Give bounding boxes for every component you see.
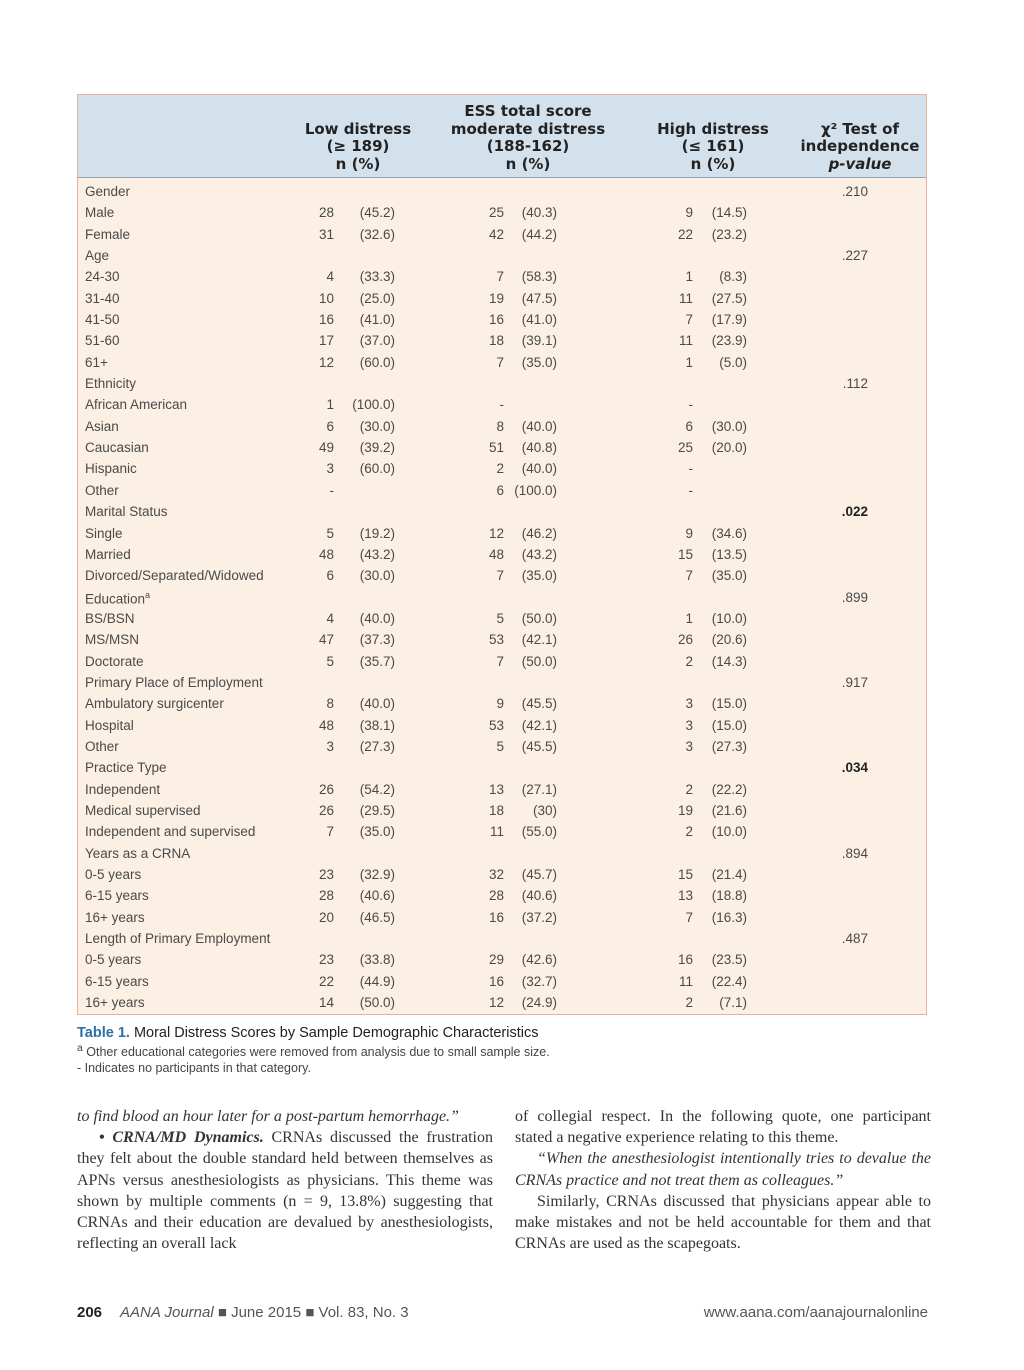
cell-low-n: 6 — [326, 418, 334, 434]
row-label: Independent and supervised — [85, 824, 256, 840]
table-row — [78, 864, 926, 885]
table-row — [78, 971, 926, 992]
paragraph: • CRNA/MD Dynamics. CRNAs discussed the frustration they felt about the double standard held between themselves as APNs versus anesthesiologists as physicians. This theme was shown by multiple comments (n = 9, 13.8%) suggesting that CRNAs and their education are devalued by anesthesiologists, reflecting an overall lack — [77, 1129, 494, 1253]
cell-moderate-n: 2 — [496, 461, 504, 477]
table-row — [78, 544, 926, 565]
row-label: 0-5 years — [85, 867, 142, 882]
cell-high-pct: (15.0) — [711, 717, 747, 733]
cell-high-n: 13 — [677, 888, 693, 904]
cell-high-pct: (16.3) — [711, 909, 747, 925]
cell-low-pct: (60.0) — [359, 461, 395, 477]
table-row — [78, 928, 926, 949]
cell-moderate-pct: (41.0) — [521, 312, 557, 328]
cell-p-value: .034 — [841, 760, 868, 776]
cell-high-pct: (27.5) — [711, 290, 747, 306]
cell-high-pct: (15.0) — [711, 696, 747, 712]
table-row — [78, 224, 926, 245]
row-label: 31-40 — [85, 290, 120, 306]
row-label: Divorced/Separated/Widowed — [85, 568, 264, 584]
cell-low-n: 20 — [318, 909, 334, 925]
body-column-left — [77, 1106, 493, 1254]
cell-high-n: 11 — [678, 333, 693, 349]
cell-high-n: 22 — [677, 226, 693, 242]
cell-moderate-n: 16 — [488, 909, 504, 925]
cell-moderate-pct: (45.5) — [521, 738, 557, 754]
footnote-marker: a — [145, 589, 151, 600]
table-row — [78, 330, 926, 351]
cell-low-n: 47 — [318, 632, 334, 648]
cell-low-n: 3 — [326, 738, 334, 754]
cell-moderate-n: 8 — [496, 418, 504, 434]
cell-low-pct: (37.0) — [359, 333, 395, 349]
cell-moderate-n: 42 — [488, 226, 504, 242]
table-row — [78, 672, 926, 693]
cell-moderate-n: 5 — [496, 738, 504, 754]
cell-low-pct: (33.8) — [359, 952, 395, 968]
cell-low-pct: (100.0) — [352, 397, 395, 413]
cell-low-n: 5 — [326, 653, 334, 669]
cell-low-pct: (30.0) — [359, 568, 395, 584]
cell-low-pct: (50.0) — [359, 995, 395, 1011]
row-label: MS/MSN — [85, 632, 139, 648]
cell-moderate-n: 19 — [488, 290, 504, 306]
cell-low-pct: (40.6) — [359, 888, 395, 904]
table-row — [78, 245, 926, 266]
cell-low-pct: (35.0) — [359, 824, 395, 840]
cell-low-n: 16 — [318, 312, 334, 328]
cell-low-pct: (46.5) — [359, 909, 395, 925]
caption-note-dash: - Indicates no participants in that category. — [77, 1061, 311, 1076]
cell-low-n: 23 — [318, 952, 334, 968]
cell-moderate-pct: (100.0) — [514, 482, 557, 498]
row-label: 16+ years — [85, 995, 145, 1011]
cell-p-value: .210 — [841, 184, 868, 199]
issue-info: ■ June 2015 ■ Vol. 83, No. 3 — [213, 1304, 409, 1321]
cell-high-n: 15 — [677, 546, 693, 562]
cell-high-n: 2 — [685, 995, 693, 1011]
table-row — [78, 458, 926, 479]
row-label: 24-30 — [85, 269, 120, 285]
cell-high-pct: (30.0) — [711, 418, 747, 434]
cell-moderate-pct: (40.3) — [521, 205, 557, 221]
page-footer — [77, 1304, 928, 1321]
cell-low-pct: (44.9) — [359, 973, 395, 989]
cell-high-n: 7 — [685, 312, 693, 328]
cell-p-value: .227 — [841, 248, 868, 264]
cell-high-n: 7 — [685, 568, 693, 584]
row-label: Ambulatory surgicenter — [85, 696, 224, 712]
cell-moderate-n: 6 — [496, 482, 504, 498]
row-label: BS/BSN — [85, 610, 135, 626]
cell-high-pct: (8.3) — [719, 269, 747, 285]
row-label: Practice Type — [85, 760, 167, 776]
cell-moderate-n: 9 — [496, 696, 504, 712]
table-row — [78, 992, 926, 1013]
cell-moderate-pct: (43.2) — [521, 546, 557, 562]
journal-url[interactable]: www.aana.com/aanajournalonline — [703, 1304, 928, 1321]
cell-moderate-n: 16 — [488, 973, 504, 989]
cell-moderate-pct: (50.0) — [521, 653, 557, 669]
cell-moderate-pct: (44.2) — [521, 226, 557, 242]
cell-low-n: 28 — [318, 205, 334, 221]
cell-moderate-n: 32 — [488, 867, 504, 882]
cell-low-pct: (32.9) — [359, 867, 395, 882]
cell-low-pct: (37.3) — [359, 632, 395, 648]
cell-moderate-n: 7 — [496, 568, 504, 584]
cell-moderate-n: 51 — [488, 440, 504, 456]
cell-high-n: 11 — [678, 290, 693, 306]
cell-high-n: 15 — [677, 867, 693, 882]
cell-low-pct: (19.2) — [359, 525, 395, 541]
cell-moderate-pct: (58.3) — [521, 269, 557, 285]
cell-high-pct: (23.5) — [711, 952, 747, 968]
cell-low-n: 17 — [318, 333, 334, 349]
cell-moderate-pct: (42.1) — [521, 717, 557, 733]
cell-low-n: 22 — [318, 973, 334, 989]
cell-moderate-n: 13 — [488, 781, 504, 797]
cell-moderate-pct: (42.1) — [521, 632, 557, 648]
cell-high-pct: (10.0) — [711, 824, 747, 840]
cell-high-n: 3 — [685, 717, 693, 733]
cell-p-value: .894 — [841, 845, 868, 861]
cell-high-pct: (14.5) — [711, 205, 747, 221]
table-caption — [77, 1025, 937, 1075]
table-row — [78, 394, 926, 415]
cell-moderate-pct: (24.9) — [521, 995, 557, 1011]
cell-high-n: - — [688, 397, 693, 413]
caption-title: Table 1. Moral Distress Scores by Sample Demographic Characteristics — [77, 1025, 539, 1041]
journal-name: AANA Journal — [120, 1304, 214, 1321]
cell-moderate-pct: (40.6) — [521, 888, 557, 904]
cell-moderate-pct: (35.0) — [521, 354, 557, 370]
table-row — [78, 480, 926, 501]
cell-moderate-n: 12 — [488, 525, 504, 541]
table-row — [78, 437, 926, 458]
row-label: Caucasian — [85, 440, 149, 456]
cell-moderate-pct: (46.2) — [521, 525, 557, 541]
table-row — [78, 587, 926, 608]
table-row — [78, 757, 926, 778]
cell-moderate-pct: (40.0) — [521, 461, 557, 477]
cell-high-n: 9 — [685, 525, 693, 541]
row-label: Asian — [85, 418, 119, 434]
cell-moderate-n: 7 — [496, 653, 504, 669]
cell-high-n: 2 — [685, 781, 693, 797]
table-row — [78, 907, 926, 928]
cell-high-n: 9 — [685, 205, 693, 221]
table-row — [78, 629, 926, 650]
cell-low-pct: (25.0) — [359, 290, 395, 306]
table-row — [78, 565, 926, 586]
row-label: African American — [85, 397, 188, 413]
row-label: Primary Place of Employment — [85, 674, 263, 690]
cell-low-pct: (43.2) — [359, 546, 395, 562]
row-label: Medical supervised — [85, 802, 201, 818]
cell-high-n: 11 — [678, 973, 693, 989]
cell-low-n: 48 — [318, 717, 334, 733]
table-row — [78, 501, 926, 522]
row-label: Single — [85, 525, 123, 541]
cell-high-n: 2 — [685, 824, 693, 840]
table-row — [78, 779, 926, 800]
table-row — [78, 715, 926, 736]
row-label: Independent — [85, 781, 161, 797]
cell-high-n: 2 — [685, 653, 693, 669]
cell-low-n: 7 — [326, 824, 334, 840]
cell-p-value: .112 — [842, 376, 868, 392]
cell-moderate-n: 11 — [489, 824, 504, 840]
cell-high-n: 19 — [677, 802, 693, 818]
cell-moderate-n: 28 — [488, 888, 504, 904]
cell-high-n: 26 — [677, 632, 693, 648]
cell-low-n: 3 — [326, 461, 334, 477]
cell-high-pct: (18.8) — [711, 888, 747, 904]
row-label: 16+ years — [85, 909, 145, 925]
header-low-distress: Low distress (≥ 189) n (%) — [304, 119, 412, 173]
cell-high-n: 25 — [677, 440, 693, 456]
row-label: Gender — [85, 184, 131, 199]
cell-moderate-pct: (40.0) — [521, 418, 557, 434]
cell-moderate-n: 53 — [488, 717, 504, 733]
table-row — [78, 821, 926, 842]
cell-moderate-pct: (39.1) — [521, 333, 557, 349]
cell-low-n: 31 — [318, 226, 334, 242]
table-row — [78, 352, 926, 373]
cell-moderate-pct: (42.6) — [521, 952, 557, 968]
table-row — [78, 288, 926, 309]
cell-moderate-pct: (40.8) — [521, 440, 557, 456]
cell-high-n: - — [688, 482, 693, 498]
cell-moderate-n: 18 — [488, 333, 504, 349]
cell-high-pct: (5.0) — [719, 354, 747, 370]
cell-low-pct: (29.5) — [359, 802, 395, 818]
cell-low-n: 10 — [318, 290, 334, 306]
cell-low-n: 14 — [318, 995, 334, 1011]
cell-low-pct: (40.0) — [359, 696, 395, 712]
table-row — [78, 949, 926, 970]
cell-low-n: 26 — [318, 802, 334, 818]
cell-low-pct: (27.3) — [359, 738, 395, 754]
cell-low-n: 1 — [326, 397, 334, 413]
cell-moderate-pct: (50.0) — [521, 610, 557, 626]
page-number: 206 — [77, 1304, 103, 1321]
cell-low-n: 26 — [318, 781, 334, 797]
cell-p-value: .899 — [841, 589, 868, 605]
cell-high-n: - — [688, 461, 693, 477]
cell-low-n: - — [329, 482, 334, 498]
cell-low-pct: (32.6) — [359, 226, 395, 242]
table-row — [78, 608, 926, 629]
header-chi-square: χ² Test of independence p-value — [800, 119, 920, 173]
row-label: 0-5 years — [85, 952, 142, 968]
cell-moderate-pct: (30) — [532, 802, 557, 818]
cell-moderate-pct: (27.1) — [521, 781, 557, 797]
cell-moderate-n: 7 — [496, 354, 504, 370]
cell-moderate-pct: (35.0) — [521, 568, 557, 584]
header-moderate-distress: ESS total score moderate distress (188-162) n (%) — [450, 102, 606, 173]
row-label: Length of Primary Employment — [85, 931, 271, 947]
row-label: 41-50 — [85, 312, 120, 328]
row-label: 51-60 — [85, 333, 120, 349]
table-row — [78, 651, 926, 672]
table-body — [78, 181, 926, 1013]
cell-high-n: 1 — [685, 354, 693, 370]
cell-low-n: 48 — [318, 546, 334, 562]
cell-high-n: 1 — [685, 610, 693, 626]
paragraph: to find blood an hour later for a post-partum hemorrhage.” — [77, 1108, 459, 1125]
cell-moderate-n: 18 — [488, 802, 504, 818]
cell-low-n: 23 — [318, 867, 334, 882]
demographics-table — [77, 94, 927, 1015]
cell-high-pct: (14.3) — [711, 653, 747, 669]
cell-low-pct: (39.2) — [359, 440, 395, 456]
cell-low-n: 5 — [326, 525, 334, 541]
cell-moderate-n: 25 — [488, 205, 504, 221]
row-label: Marital Status — [85, 504, 168, 520]
table-row — [78, 885, 926, 906]
cell-high-n: 3 — [685, 738, 693, 754]
cell-moderate-n: 5 — [496, 610, 504, 626]
cell-high-pct: (23.2) — [711, 226, 747, 242]
cell-moderate-pct: (37.2) — [521, 909, 557, 925]
cell-high-pct: (34.6) — [711, 525, 747, 541]
row-label: Married — [85, 546, 131, 562]
cell-low-pct: (40.0) — [359, 610, 395, 626]
cell-low-n: 28 — [318, 888, 334, 904]
cell-moderate-n: 12 — [488, 995, 504, 1011]
row-label: 6-15 years — [85, 888, 149, 904]
row-label: 61+ — [85, 354, 108, 370]
table-row — [78, 373, 926, 394]
cell-moderate-n: 7 — [496, 269, 504, 285]
cell-low-n: 8 — [326, 696, 334, 712]
cell-low-n: 4 — [326, 610, 334, 626]
table-row — [78, 181, 926, 202]
row-label: Hospital — [85, 717, 134, 733]
cell-moderate-pct: (32.7) — [521, 973, 557, 989]
cell-high-pct: (27.3) — [711, 738, 747, 754]
cell-high-pct: (20.6) — [711, 632, 747, 648]
cell-moderate-n: 53 — [488, 632, 504, 648]
cell-high-pct: (35.0) — [711, 568, 747, 584]
row-label: Other — [85, 738, 119, 754]
table-row — [78, 202, 926, 223]
cell-high-n: 16 — [677, 952, 693, 968]
paragraph: Similarly, CRNAs discussed that physicians appear able to make mistakes and not be held accountable for them and that CRNAs are used as the scapegoats. — [515, 1192, 931, 1253]
cell-low-pct: (41.0) — [359, 312, 395, 328]
cell-high-pct: (22.4) — [711, 973, 747, 989]
cell-high-n: 3 — [685, 696, 693, 712]
cell-low-pct: (54.2) — [359, 781, 395, 797]
cell-low-pct: (30.0) — [359, 418, 395, 434]
table-row — [78, 266, 926, 287]
cell-moderate-pct: (47.5) — [521, 290, 557, 306]
cell-moderate-n: 48 — [488, 546, 504, 562]
quote: “When the anesthesiologist intentionally tries to devalue the CRNAs practice and not treat them as colleagues.” — [515, 1150, 931, 1189]
table-row — [78, 416, 926, 437]
row-label: Age — [85, 248, 110, 264]
row-label: Male — [85, 205, 115, 221]
cell-high-pct: (10.0) — [711, 610, 747, 626]
row-label: Other — [85, 482, 119, 498]
cell-p-value: .022 — [841, 504, 868, 520]
cell-moderate-n: 16 — [488, 312, 504, 328]
cell-high-pct: (22.2) — [711, 781, 747, 797]
row-label: Ethnicity — [85, 376, 137, 392]
cell-p-value: .917 — [841, 674, 868, 690]
row-label: Hispanic — [85, 461, 137, 477]
cell-moderate-n: - — [499, 397, 504, 413]
cell-low-n: 6 — [326, 568, 334, 584]
cell-low-pct: (60.0) — [359, 354, 395, 370]
table-row — [78, 523, 926, 544]
cell-moderate-pct: (45.5) — [521, 696, 557, 712]
table-header — [78, 95, 926, 178]
paragraph: of collegial respect. In the following quote, one participant stated a negative experience relating to this theme. — [515, 1108, 931, 1147]
cell-high-pct: (23.9) — [711, 333, 747, 349]
table-row — [78, 693, 926, 714]
cell-low-pct: (38.1) — [359, 717, 395, 733]
cell-high-pct: (17.9) — [711, 312, 747, 328]
body-column-right — [515, 1106, 931, 1254]
cell-high-n: 7 — [685, 909, 693, 925]
cell-low-pct: (35.7) — [359, 653, 395, 669]
cell-high-n: 6 — [685, 418, 693, 434]
cell-moderate-pct: (45.7) — [521, 867, 557, 882]
cell-high-pct: (21.4) — [711, 867, 747, 882]
row-label: Female — [85, 226, 131, 242]
table-row — [78, 309, 926, 330]
row-label: Doctorate — [85, 653, 144, 669]
cell-moderate-n: 29 — [488, 952, 504, 968]
row-label: Years as a CRNA — [85, 845, 191, 861]
cell-high-pct: (7.1) — [719, 995, 747, 1011]
row-label: Education$^a$ — [85, 589, 151, 607]
table-row — [78, 800, 926, 821]
caption-note-a: $^a$ Other educational categories were removed from analysis due to small sample size. — [77, 1043, 550, 1060]
header-high-distress: High distress (≤ 161) n (%) — [657, 119, 769, 173]
cell-low-n: 49 — [318, 440, 334, 456]
cell-low-n: 12 — [318, 354, 334, 370]
cell-low-pct: (33.3) — [359, 269, 395, 285]
cell-low-n: 4 — [326, 269, 334, 285]
cell-high-pct: (13.5) — [711, 546, 747, 562]
cell-high-pct: (20.0) — [711, 440, 747, 456]
table-row — [78, 736, 926, 757]
cell-moderate-pct: (55.0) — [521, 824, 557, 840]
cell-low-pct: (45.2) — [359, 205, 395, 221]
table-row — [78, 843, 926, 864]
cell-p-value: .487 — [841, 931, 868, 947]
cell-high-n: 1 — [685, 269, 693, 285]
row-label: 6-15 years — [85, 973, 149, 989]
cell-high-pct: (21.6) — [711, 802, 747, 818]
